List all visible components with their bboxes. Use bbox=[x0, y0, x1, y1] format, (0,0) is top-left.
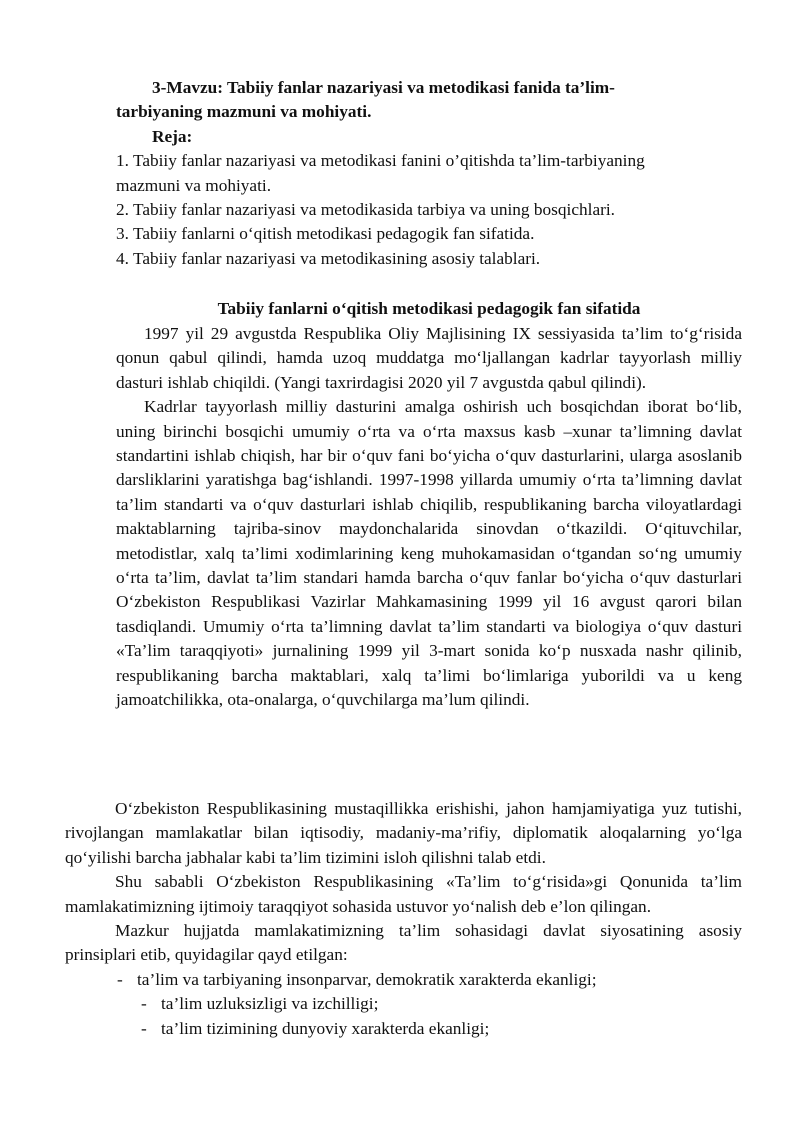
document-title: 3-Mavzu: Tabiiy fanlar nazariyasi va metodikasi fanida ta’lim-tarbiyaning mazmuni va mohiyati. bbox=[116, 78, 615, 122]
list-item bbox=[65, 992, 742, 1016]
plan-item: 4. Tabiiy fanlar nazariyasi va metodikasining asosiy talablari. bbox=[116, 248, 541, 268]
heading-block bbox=[116, 76, 696, 271]
plan-list bbox=[116, 149, 696, 271]
plan-item: 3. Tabiiy fanlarni o‘qitish metodikasi pedagogik fan sifatida. bbox=[116, 224, 535, 244]
plan-item: 1. Tabiiy fanlar nazariyasi va metodikasi fanini o’qitishda ta’lim-tarbiyaning mazmuni va mohiyati. bbox=[116, 151, 645, 195]
plan-label: Reja: bbox=[152, 126, 193, 146]
paragraph: Shu sababli O‘zbekiston Respublikasining «Ta’lim to‘g‘risida»gi Qonunida ta’lim mamlakatimizning ijtimoiy taraqqiyot sohasida ustuvor yo‘nalish deb e’lon qilingan. bbox=[65, 872, 742, 916]
section-body bbox=[116, 322, 742, 713]
principles-list bbox=[65, 968, 742, 1041]
dash-bullet: - bbox=[117, 969, 123, 989]
dash-bullet: - bbox=[141, 1018, 147, 1038]
list-item-text: ta’lim tizimining dunyoviy xarakterda ekanligi; bbox=[161, 1018, 490, 1038]
list-item-text: ta’lim uzluksizligi va izchilligi; bbox=[161, 994, 379, 1014]
paragraph: Mazkur hujjatda mamlakatimizning ta’lim sohasidagi davlat siyosatining asosiy prinsiplari etib, quyidagilar qayd etilgan: bbox=[65, 921, 742, 965]
paragraph: 1997 yil 29 avgustda Respublika Oliy Majlisining IX sessiyasida ta’lim to‘g‘risida qonun qabul qilindi, hamda uzoq muddatga mo‘ljallangan kadrlar tayyorlash milliy dasturi ishlab chiqildi. (Yangi taxrirdagisi 2020 yil 7 avgustda qabul qilindi). bbox=[116, 324, 742, 392]
paragraph: Kadrlar tayyorlash milliy dasturini amalga oshirish uch bosqichdan iborat bo‘lib, uning birinchi bosqichi umumiy o‘rta va o‘rta maxsus kasb –xunar ta’limning davlat standartini ishlab chiqish, har bir o‘quv fani bo‘yicha o‘quv dasturlarini, ularga asoslanib darsliklarini yaratishga bag‘ishlandi. 1997-1998 yillarda umumiy o‘rta ta’limning davlat ta’lim standarti va o‘quv dasturlari ishlab chiqilib, respublikaning barcha viloyatlardagi maktablarning tajriba-sinov maydonchalarida sinovdan o‘tkazildi. O‘qituvchilar, metodistlar, xalq ta’limi xodimlarining keng muhokamasidan o‘tgandan so‘ng umumiy o‘rta ta’lim, davlat ta’lim standari hamda barcha o‘quv fanlar bo‘yicha o‘quv dasturlari O‘zbekiston Respublikasi Vazirlar Mahkamasining 1999 yil 16 avgust qarori bilan tasdiqlandi. Umumiy o‘rta ta’limning davlat ta’lim standarti va biologiya o‘quv dasturi «Ta’lim taraqqiyoti» jurnalining 1999 yil 3-mart sonida ko‘p nusxada nashr qilinib, respublikaning barcha maktablari, xalq ta’limi bo‘limlariga yuborildi va u keng jamoatchilikka, ota-onalarga, o‘quvchilarga ma’lum qilindi. bbox=[116, 397, 742, 710]
list-item-text: ta’lim va tarbiyaning insonparvar, demokratik xarakterda ekanligi; bbox=[137, 969, 597, 989]
list-item bbox=[65, 1017, 742, 1041]
body-continued bbox=[65, 797, 742, 1041]
dash-bullet: - bbox=[141, 994, 147, 1014]
list-item bbox=[65, 968, 742, 992]
section-heading: Tabiiy fanlarni o‘qitish metodikasi pedagogik fan sifatida bbox=[217, 299, 641, 318]
plan-item: 2. Tabiiy fanlar nazariyasi va metodikasida tarbiya va uning bosqichlari. bbox=[116, 200, 615, 220]
paragraph: O‘zbekiston Respublikasining mustaqillikka erishishi, jahon hamjamiyatiga yuz tutishi, rivojlangan mamlakatlar bilan iqtisodiy, madaniy-ma’rifiy, diplomatik aloqalarning yo‘lga qo‘yilishi barcha jabhalar kabi ta’lim tizimini isloh qilishni talab etdi. bbox=[65, 799, 742, 867]
